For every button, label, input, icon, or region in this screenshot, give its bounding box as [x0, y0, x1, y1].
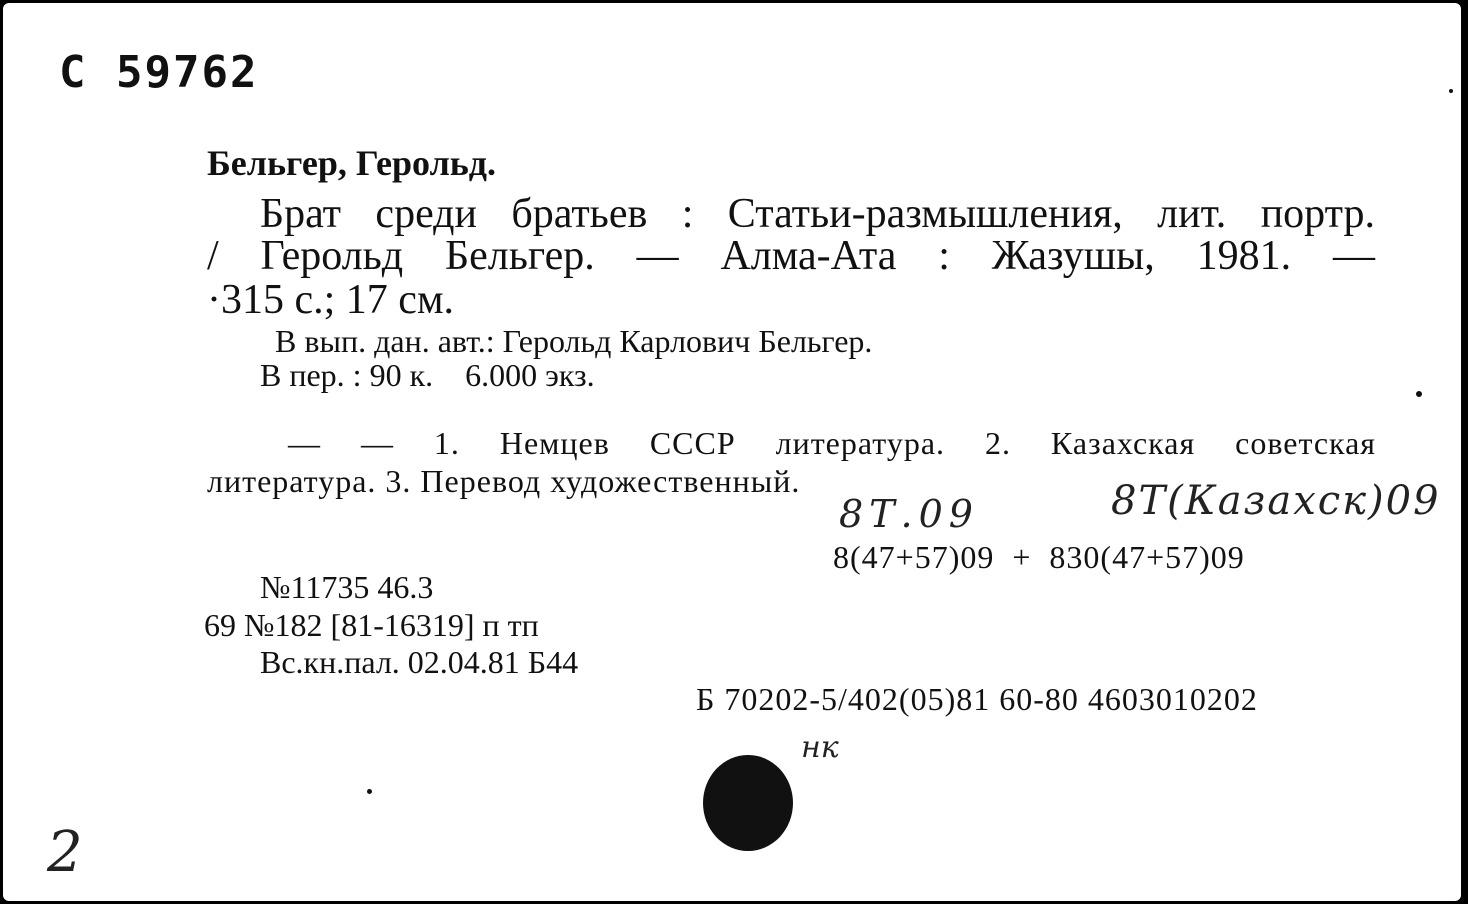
registration-line-2: 69 №182 [81-16319] п тп — [204, 607, 539, 643]
subjects-line-1: — — 1. Немцев СССР литература. 2. Казахская советская — [288, 425, 1376, 461]
title-line-3: ·315 с.; 17 см. — [207, 277, 455, 323]
title-line-1: Брат среди братьев : Статьи-размышления, лит. портр. — [260, 191, 1375, 237]
title-line-2: / Герольд Бельгер. — Алма-Ата : Жазушы, 1981. — — [207, 233, 1375, 279]
catalog-code-line: Б 70202-5/402(05)81 60-80 4603010202 — [696, 681, 1258, 717]
price-note: В пер. : 90 к. 6.000 экз. — [260, 357, 595, 393]
ink-speck — [1416, 391, 1422, 397]
handwritten-corner-mark: 2 — [47, 820, 83, 885]
ink-speck — [1449, 89, 1453, 93]
classification-index: 8(47+57)09 + 830(47+57)09 — [833, 539, 1245, 575]
ink-speck — [367, 789, 372, 794]
call-number: С 59762 — [59, 47, 259, 98]
handwritten-initials: нк — [801, 730, 839, 765]
catalog-card — [3, 3, 1461, 901]
registration-line-1: №11735 46.3 — [260, 569, 434, 605]
handwritten-class-note-2: 8Т(Казахск)09 — [1111, 478, 1441, 524]
registration-line-3: Вс.кн.пал. 02.04.81 Б44 — [260, 644, 579, 680]
handwritten-class-note-1: 8Т.09 — [839, 492, 979, 536]
author-heading: Бельгер, Герольд. — [207, 143, 497, 183]
author-note: В вып. дан. авт.: Герольд Карлович Бельгер. — [275, 323, 873, 359]
subjects-line-2: литература. 3. Перевод художественный. — [207, 463, 801, 499]
punch-hole-mark — [703, 755, 793, 851]
